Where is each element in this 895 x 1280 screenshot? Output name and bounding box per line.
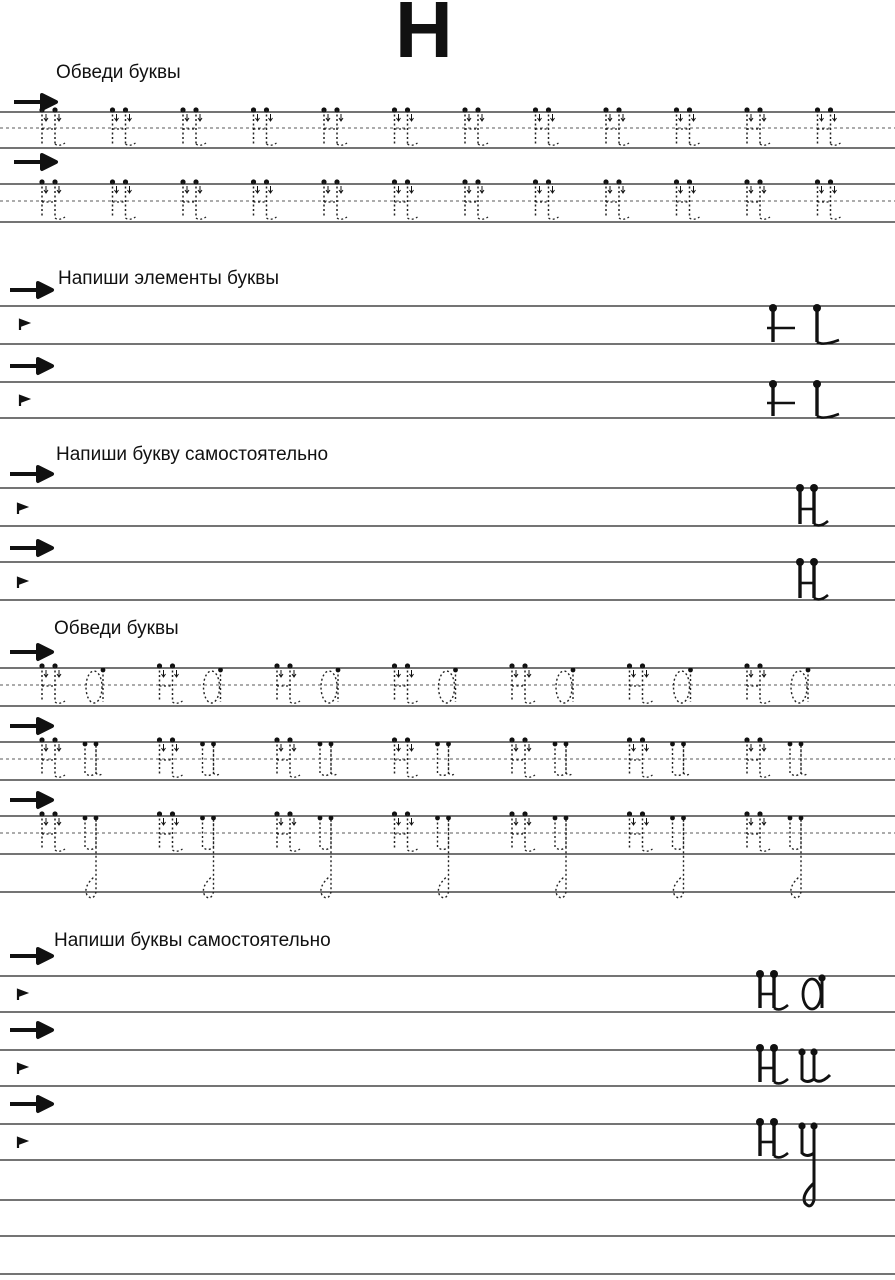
arrow-icon bbox=[10, 793, 52, 807]
sample-letter-a bbox=[803, 974, 826, 1009]
trace-letter-n bbox=[509, 663, 535, 703]
flag-icon bbox=[20, 320, 28, 330]
trace-letter-i bbox=[200, 742, 220, 776]
trace-letter-n bbox=[39, 179, 65, 219]
flag-icon bbox=[18, 1138, 26, 1148]
instruction-write-elements: Напиши элементы буквы bbox=[58, 268, 280, 289]
sample-letter-n bbox=[796, 484, 828, 525]
sample-letter-i bbox=[798, 1048, 830, 1081]
arrow-icon bbox=[10, 719, 52, 733]
flag-icon bbox=[18, 504, 26, 514]
trace-letter-n bbox=[744, 179, 770, 219]
trace-letter-n bbox=[744, 737, 770, 777]
sample-letter-elements bbox=[767, 304, 839, 344]
trace-letter-a bbox=[674, 668, 693, 703]
trace-letter-n bbox=[110, 107, 136, 145]
trace-letter-n bbox=[39, 663, 65, 703]
trace-letter-i bbox=[83, 742, 103, 776]
trace-letter-n bbox=[744, 107, 770, 145]
arrow-icon bbox=[10, 1023, 52, 1037]
arrow-icon bbox=[10, 645, 52, 659]
trace-letter-i bbox=[553, 742, 573, 776]
trace-letter-n bbox=[744, 811, 770, 851]
trace-letter-n bbox=[462, 179, 488, 219]
sample-letter-n bbox=[796, 558, 828, 599]
trace-letter-n bbox=[627, 663, 653, 703]
trace-letter-n bbox=[180, 179, 206, 219]
arrow-icon bbox=[10, 467, 52, 481]
instruction-write-syllables: Напиши буквы самостоятельно bbox=[54, 930, 331, 951]
trace-letter-n bbox=[674, 179, 700, 219]
trace-letter-n bbox=[627, 737, 653, 777]
trace-letter-n bbox=[392, 811, 418, 851]
trace-letter-n bbox=[392, 179, 418, 219]
trace-letter-n bbox=[251, 179, 277, 219]
arrow-icon bbox=[14, 95, 56, 109]
trace-letter-n bbox=[627, 811, 653, 851]
trace-letter-u bbox=[200, 816, 216, 898]
arrow-icon bbox=[10, 359, 52, 373]
trace-letter-n bbox=[39, 107, 65, 145]
trace-letter-i bbox=[788, 742, 808, 776]
arrow-icon bbox=[10, 949, 52, 963]
arrow-icon bbox=[10, 283, 52, 297]
arrow-icon bbox=[10, 1097, 52, 1111]
trace-letter-n bbox=[157, 663, 183, 703]
instruction-trace-syllables: Обведи буквы bbox=[54, 618, 179, 639]
trace-letter-u bbox=[553, 816, 569, 898]
trace-letter-n bbox=[274, 811, 300, 851]
flag-icon bbox=[20, 396, 28, 406]
trace-letter-n bbox=[274, 737, 300, 777]
trace-letter-n bbox=[392, 663, 418, 703]
trace-letter-n bbox=[603, 107, 629, 145]
trace-letter-i bbox=[435, 742, 455, 776]
page-title-letter: Н bbox=[395, 0, 453, 74]
trace-letter-n bbox=[815, 107, 841, 145]
trace-letter-n bbox=[110, 179, 136, 219]
trace-letter-n bbox=[39, 737, 65, 777]
trace-letter-i bbox=[670, 742, 690, 776]
trace-letter-n bbox=[462, 107, 488, 145]
trace-letter-n bbox=[815, 179, 841, 219]
trace-letter-u bbox=[670, 816, 686, 898]
trace-letter-u bbox=[435, 816, 451, 898]
trace-letter-u bbox=[788, 816, 804, 898]
trace-letter-a bbox=[86, 668, 105, 703]
trace-letter-n bbox=[321, 107, 347, 145]
trace-letter-a bbox=[439, 668, 458, 703]
trace-letter-u bbox=[83, 816, 99, 898]
trace-letter-n bbox=[533, 179, 559, 219]
trace-letter-n bbox=[392, 107, 418, 145]
trace-letter-n bbox=[251, 107, 277, 145]
trace-letter-n bbox=[392, 737, 418, 777]
trace-letter-n bbox=[157, 737, 183, 777]
trace-letter-n bbox=[533, 107, 559, 145]
instruction-write-letter: Напиши букву самостоятельно bbox=[56, 444, 329, 465]
trace-letter-n bbox=[321, 179, 347, 219]
trace-letter-u bbox=[318, 816, 334, 898]
sample-letter-elements bbox=[767, 380, 839, 418]
flag-icon bbox=[18, 990, 26, 1000]
arrow-icon bbox=[14, 155, 56, 169]
trace-letter-n bbox=[39, 811, 65, 851]
trace-letter-n bbox=[509, 737, 535, 777]
trace-letter-n bbox=[509, 811, 535, 851]
sample-letter-u bbox=[798, 1122, 817, 1205]
trace-letter-n bbox=[603, 179, 629, 219]
flag-icon bbox=[18, 578, 26, 588]
trace-letter-n bbox=[274, 663, 300, 703]
trace-letter-n bbox=[180, 107, 206, 145]
trace-letter-n bbox=[744, 663, 770, 703]
trace-letter-n bbox=[157, 811, 183, 851]
trace-letter-n bbox=[674, 107, 700, 145]
instruction-trace-letters: Обведи буквы bbox=[56, 62, 181, 83]
flag-icon bbox=[18, 1064, 26, 1074]
arrow-icon bbox=[10, 541, 52, 555]
trace-letter-i bbox=[318, 742, 338, 776]
